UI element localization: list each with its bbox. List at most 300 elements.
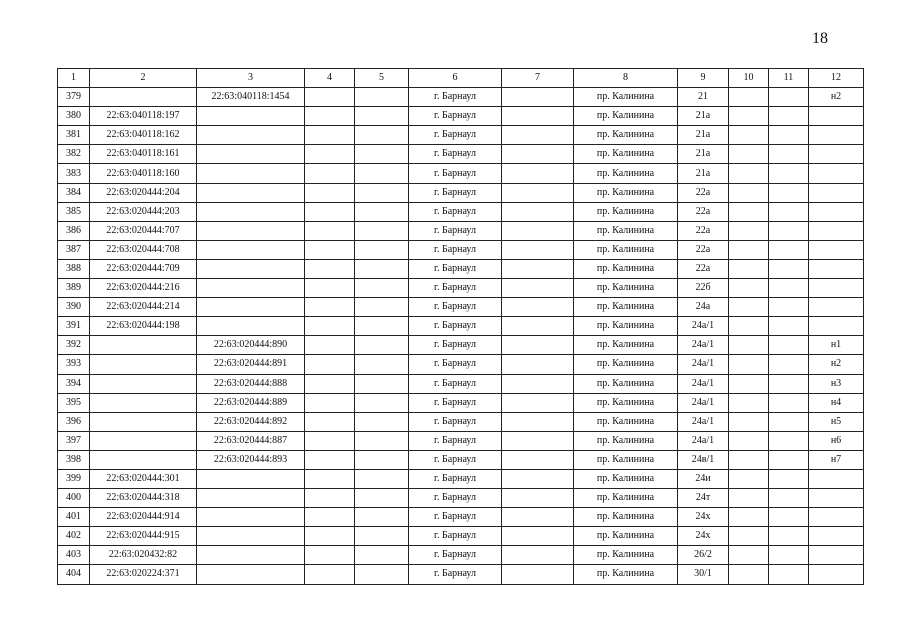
table-cell: 24а/1 [678,317,729,336]
table-row [58,317,864,336]
table-cell: 395 [58,393,90,412]
table-row [58,126,864,145]
table-cell [502,431,574,450]
table-cell: 24а/1 [678,431,729,450]
table-cell [769,527,809,546]
table-cell [355,546,409,565]
table-cell [769,298,809,317]
table-cell: г. Барнаул [409,508,502,527]
table-body [58,88,864,584]
table-cell [197,240,305,259]
table-cell: г. Барнаул [409,88,502,107]
table-cell [769,279,809,298]
table-cell [502,565,574,584]
table-cell [197,145,305,164]
table-cell: 21а [678,164,729,183]
table-row [58,565,864,584]
table-cell [305,527,355,546]
table-cell: 22:63:020432:82 [90,546,197,565]
table-cell: 400 [58,489,90,508]
table-cell [502,469,574,488]
table-cell [502,183,574,202]
column-header-2: 2 [90,69,197,88]
table-cell: н5 [809,412,864,431]
table-cell [90,393,197,412]
registry-table [57,68,864,585]
table-cell [305,183,355,202]
table-cell: пр. Калинина [574,221,678,240]
table-cell [305,259,355,278]
table-cell: 21а [678,107,729,126]
table-cell [729,336,769,355]
table-cell [502,317,574,336]
table-cell [769,508,809,527]
table-cell [197,469,305,488]
table-cell [729,145,769,164]
table-cell [305,88,355,107]
table-cell [769,183,809,202]
table-cell [305,450,355,469]
table-cell [769,469,809,488]
table-cell [197,183,305,202]
table-cell: 22:63:020444:301 [90,469,197,488]
table-cell [355,508,409,527]
table-row [58,469,864,488]
table-cell [197,565,305,584]
table-cell [305,412,355,431]
table-cell [355,183,409,202]
table-cell: 22:63:020444:204 [90,183,197,202]
table-cell: 24а/1 [678,393,729,412]
table-cell [305,508,355,527]
table-row [58,336,864,355]
column-header-5: 5 [355,69,409,88]
table-cell: пр. Калинина [574,145,678,164]
table-row [58,279,864,298]
table-row [58,145,864,164]
table-cell [729,164,769,183]
table-cell [197,527,305,546]
table-cell: 388 [58,259,90,278]
table-cell [729,527,769,546]
table-cell: пр. Калинина [574,527,678,546]
table-cell: 391 [58,317,90,336]
table-row [58,202,864,221]
table-cell [305,546,355,565]
table-cell [90,88,197,107]
table-cell [769,107,809,126]
table-cell: н6 [809,431,864,450]
table-cell: 22:63:020444:709 [90,259,197,278]
table-cell: 22а [678,202,729,221]
table-cell: г. Барнаул [409,107,502,126]
table-cell [355,336,409,355]
table-row [58,527,864,546]
table-cell [197,317,305,336]
table-cell [769,88,809,107]
table-cell: 24а/1 [678,336,729,355]
table-cell: н2 [809,88,864,107]
table-cell [769,336,809,355]
table-cell: 22:63:040118:161 [90,145,197,164]
table-cell [305,565,355,584]
table-cell: г. Барнаул [409,259,502,278]
table-cell: 397 [58,431,90,450]
table-cell: г. Барнаул [409,164,502,183]
table-cell [197,202,305,221]
table-cell [355,565,409,584]
table-row [58,374,864,393]
table-cell: г. Барнаул [409,450,502,469]
table-cell: 22:63:020444:915 [90,527,197,546]
table-cell: г. Барнаул [409,240,502,259]
table-cell: пр. Калинина [574,469,678,488]
table-cell [809,469,864,488]
table-cell: пр. Калинина [574,298,678,317]
table-cell: пр. Калинина [574,489,678,508]
table-cell [502,508,574,527]
table-cell [355,317,409,336]
table-cell [355,202,409,221]
table-cell: 382 [58,145,90,164]
table-row [58,164,864,183]
table-cell: 394 [58,374,90,393]
table-cell: 22:63:040118:197 [90,107,197,126]
table-cell: пр. Калинина [574,374,678,393]
table-cell: 24х [678,508,729,527]
table-cell [729,259,769,278]
table-cell: 22:63:020444:203 [90,202,197,221]
table-cell [729,126,769,145]
table-cell [197,489,305,508]
table-cell [305,107,355,126]
table-cell [729,565,769,584]
table-cell: 404 [58,565,90,584]
table-cell [729,107,769,126]
page-number: 18 [812,30,828,47]
column-header-9: 9 [678,69,729,88]
table-cell: пр. Калинина [574,431,678,450]
table-cell [502,393,574,412]
table-cell [197,164,305,183]
table-cell [502,88,574,107]
table-cell [355,145,409,164]
table-cell [502,298,574,317]
column-header-1: 1 [58,69,90,88]
table-cell: г. Барнаул [409,202,502,221]
table-cell [729,355,769,374]
table-cell [809,221,864,240]
table-cell [355,164,409,183]
table-cell [729,450,769,469]
table-cell: пр. Калинина [574,393,678,412]
table-cell [90,374,197,393]
table-cell [769,221,809,240]
table-cell [355,107,409,126]
table-cell: н7 [809,450,864,469]
table-cell: 22:63:020444:198 [90,317,197,336]
table-cell [769,431,809,450]
table-cell [305,164,355,183]
table-cell: 385 [58,202,90,221]
table-cell [197,259,305,278]
table-cell [502,450,574,469]
table-cell: 24а [678,298,729,317]
table-cell [729,469,769,488]
table-cell [809,298,864,317]
table-cell [769,126,809,145]
table-cell [502,412,574,431]
table-cell [197,107,305,126]
table-cell: пр. Калинина [574,412,678,431]
table-cell: пр. Калинина [574,546,678,565]
table-cell [90,336,197,355]
table-cell: 22:63:020224:371 [90,565,197,584]
table-cell [769,317,809,336]
table-cell [502,279,574,298]
table-cell [197,126,305,145]
table-cell [355,279,409,298]
table-cell [197,279,305,298]
table-cell [305,240,355,259]
table-cell [305,221,355,240]
table-cell: 399 [58,469,90,488]
table-cell [502,489,574,508]
table-cell [355,355,409,374]
table-cell [729,279,769,298]
table-cell [355,393,409,412]
table-cell: 22:63:040118:162 [90,126,197,145]
table-cell: г. Барнаул [409,393,502,412]
table-cell: 393 [58,355,90,374]
table-cell [809,259,864,278]
table-cell [809,508,864,527]
table-cell [729,240,769,259]
table-cell: 22:63:020444:708 [90,240,197,259]
table-cell [809,183,864,202]
table-cell: 24и [678,469,729,488]
table-cell [769,565,809,584]
table-cell [729,489,769,508]
table-row [58,88,864,107]
table-cell [502,527,574,546]
table-cell [305,126,355,145]
table-header [58,69,864,88]
table-cell: н2 [809,355,864,374]
table-cell: 22а [678,259,729,278]
table-cell [305,393,355,412]
table-cell: пр. Калинина [574,259,678,278]
table-cell [355,240,409,259]
table-cell: 22:63:020444:214 [90,298,197,317]
table-cell [305,279,355,298]
table-cell [502,202,574,221]
table-cell: 401 [58,508,90,527]
table-cell: г. Барнаул [409,126,502,145]
table-cell: пр. Калинина [574,183,678,202]
table-cell: 22:63:020444:914 [90,508,197,527]
table-cell [769,393,809,412]
table-cell [809,145,864,164]
table-cell [769,489,809,508]
table-cell: пр. Калинина [574,317,678,336]
table-row [58,298,864,317]
table-cell [90,431,197,450]
table-cell: г. Барнаул [409,565,502,584]
table-cell [769,450,809,469]
table-cell [502,221,574,240]
table-cell: 22:63:040118:160 [90,164,197,183]
table-cell: 386 [58,221,90,240]
table-cell [769,546,809,565]
table-cell [502,259,574,278]
table-cell [809,546,864,565]
column-header-7: 7 [502,69,574,88]
table-row [58,183,864,202]
table-row [58,412,864,431]
table-cell [355,259,409,278]
table-cell [305,202,355,221]
table-cell: г. Барнаул [409,183,502,202]
table-cell [355,489,409,508]
table-cell: 24а/1 [678,355,729,374]
table-cell: 379 [58,88,90,107]
table-cell [769,202,809,221]
table-cell [502,126,574,145]
table-cell [729,317,769,336]
table-cell: г. Барнаул [409,298,502,317]
table-cell: н1 [809,336,864,355]
table-cell [502,164,574,183]
table-cell: 392 [58,336,90,355]
table-cell: пр. Калинина [574,450,678,469]
table-cell [809,107,864,126]
table-cell: 22:63:020444:891 [197,355,305,374]
table-cell [809,164,864,183]
table-cell [355,126,409,145]
table-cell [90,412,197,431]
table-cell: 30/1 [678,565,729,584]
table-cell [809,527,864,546]
header-row [58,69,864,88]
table-cell [197,546,305,565]
table-cell [769,164,809,183]
table-cell [197,298,305,317]
column-header-6: 6 [409,69,502,88]
table-cell [729,374,769,393]
table-cell [502,336,574,355]
table-cell: 24а/1 [678,412,729,431]
table-cell: 21а [678,126,729,145]
table-cell [502,107,574,126]
table-cell [769,412,809,431]
table-cell [729,431,769,450]
table-cell: 22:63:040118:1454 [197,88,305,107]
table-cell [729,88,769,107]
table-cell [305,431,355,450]
table-row [58,508,864,527]
table-cell [729,508,769,527]
table-cell [769,259,809,278]
table-cell: 24в/1 [678,450,729,469]
table-cell [90,355,197,374]
column-header-4: 4 [305,69,355,88]
table-cell [502,240,574,259]
table-cell [355,221,409,240]
table-cell: г. Барнаул [409,527,502,546]
table-row [58,546,864,565]
table-row [58,107,864,126]
table-cell: 22:63:020444:890 [197,336,305,355]
table-cell [729,393,769,412]
table-cell [729,202,769,221]
table-cell [729,298,769,317]
table-cell: 24т [678,489,729,508]
table-cell: 22а [678,183,729,202]
column-header-3: 3 [197,69,305,88]
table-cell: г. Барнаул [409,431,502,450]
table-cell [355,298,409,317]
table-cell: г. Барнаул [409,355,502,374]
table-cell [729,183,769,202]
table-cell [769,240,809,259]
table-cell: 22а [678,240,729,259]
table-cell: пр. Калинина [574,565,678,584]
table-cell: г. Барнаул [409,279,502,298]
table-cell: н4 [809,393,864,412]
table-cell: 22б [678,279,729,298]
table-row [58,393,864,412]
table-cell: 396 [58,412,90,431]
table-cell [769,374,809,393]
table-cell: пр. Калинина [574,279,678,298]
table-cell [502,546,574,565]
table-cell: г. Барнаул [409,469,502,488]
table-cell [809,565,864,584]
table-cell: 22:63:020444:216 [90,279,197,298]
table-cell: г. Барнаул [409,489,502,508]
table-cell: 21а [678,145,729,164]
table-cell [90,450,197,469]
table-row [58,240,864,259]
table-cell: 402 [58,527,90,546]
column-header-8: 8 [574,69,678,88]
table-cell: 390 [58,298,90,317]
table-cell: г. Барнаул [409,336,502,355]
table-cell: пр. Калинина [574,355,678,374]
table-cell: 22:63:020444:889 [197,393,305,412]
table-cell: 403 [58,546,90,565]
table-cell: пр. Калинина [574,336,678,355]
table-cell: г. Барнаул [409,317,502,336]
table-cell [305,336,355,355]
table-cell [355,431,409,450]
table-cell: пр. Калинина [574,202,678,221]
table-cell [197,508,305,527]
table-cell: 380 [58,107,90,126]
table-cell [809,240,864,259]
table-cell: г. Барнаул [409,546,502,565]
table-cell: пр. Калинина [574,164,678,183]
table-cell: пр. Калинина [574,126,678,145]
table-cell [769,355,809,374]
table-cell: 22:63:020444:707 [90,221,197,240]
table-cell [197,221,305,240]
table-cell: 22:63:020444:888 [197,374,305,393]
table-cell: 387 [58,240,90,259]
table-cell: 26/2 [678,546,729,565]
table-cell [502,355,574,374]
